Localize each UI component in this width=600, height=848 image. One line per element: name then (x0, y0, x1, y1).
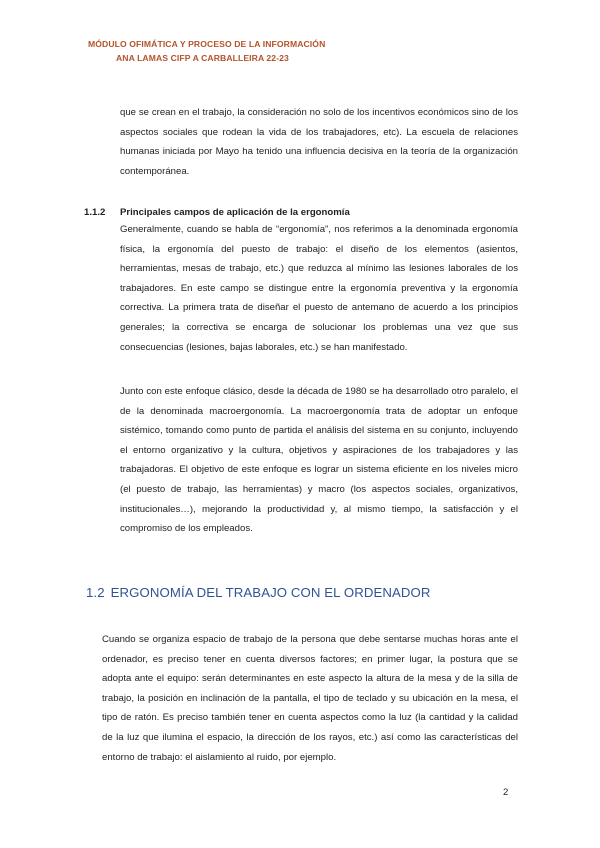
page-header (88, 38, 325, 65)
section-1-1-2-title: Principales campos de aplicación de la ergonomía (120, 207, 350, 218)
paragraph-intro-continuation: que se crean en el trabajo, la consideración no solo de los incentivos económicos sino de los aspectos sociales que rodean la vida de los trabajadores, etc). La escuela de relaciones humanas iniciada por Mayo ha tenido una influencia decisiva en la teoría de la organización contemporánea. (120, 107, 518, 177)
page-number: 2 (503, 787, 509, 798)
paragraph-macroergonomia: Junto con este enfoque clásico, desde la década de 1980 se ha desarrollado otro paralelo, el de la denominada macroergonomía. La macroergonomía trata de adoptar un enfoque sistémico, tomando como punto de partida el análisis del sistema en su conjunto, incluyendo el entorno organizativo y la cultura, objetivos y aspiraciones de los trabajadores y las trabajadoras. El objetivo de este enfoque es lograr un sistema eficiente en los niveles micro (el puesto de trabajo, las herramientas) y macro (los aspectos sociales, organizativos, institucionales…), mejorando la productividad y, al mismo tiempo, la satisfacción y el compromiso de los empleados. (120, 386, 518, 535)
section-1-1-2-number: 1.1.2 (84, 207, 106, 218)
section-1-2-heading (86, 585, 431, 600)
header-line-2: ANA LAMAS CIFP A CARBALLEIRA 22-23 (116, 52, 289, 63)
section-1-2-number: 1.2 (86, 585, 105, 600)
paragraph-ergonomia-fisica: Generalmente, cuando se habla de “ergonomía”, nos referimos a la denominada ergonomía física, la ergonomía del puesto de trabajo: el diseño de los elementos (asientos, herramientas, mesas de trabajo, etc.) que reduzca al mínimo las lesiones laborales de los trabajadores. En este campo se distingue entre la ergonomía preventiva y la ergonomía correctiva. La primera trata de diseñar el puesto de antemano de acuerdo a los principios generales; la correctiva se encarga de solucionar los problemas una vez que sus consecuencias (lesiones, bajas laborales, etc.) se han manifestado. (120, 224, 518, 353)
section-1-2-title: ERGONOMÍA DEL TRABAJO CON EL ORDENADOR (110, 585, 431, 600)
header-line-1: MÓDULO OFIMÁTICA Y PROCESO DE LA INFORMACIÓN (88, 39, 326, 49)
paragraph-ordenador: Cuando se organiza espacio de trabajo de la persona que debe sentarse muchas horas ante el ordenador, es preciso tener en cuenta diversos factores; en primer lugar, la postura que se adopta ante el equipo: serán determinantes en este aspecto la altura de la mesa y de la silla de trabajo, la posición en inclinación de la pantalla, el tipo de teclado y su ubicación en la mesa, el tipo de ratón. Es preciso también tener en cuenta aspectos como la luz (la cantidad y la calidad de la luz que ilumina el espacio, la dirección de los rayos, etc.) así como las características del entorno de trabajo: el aislamiento al ruido, por ejemplo. (102, 634, 518, 763)
